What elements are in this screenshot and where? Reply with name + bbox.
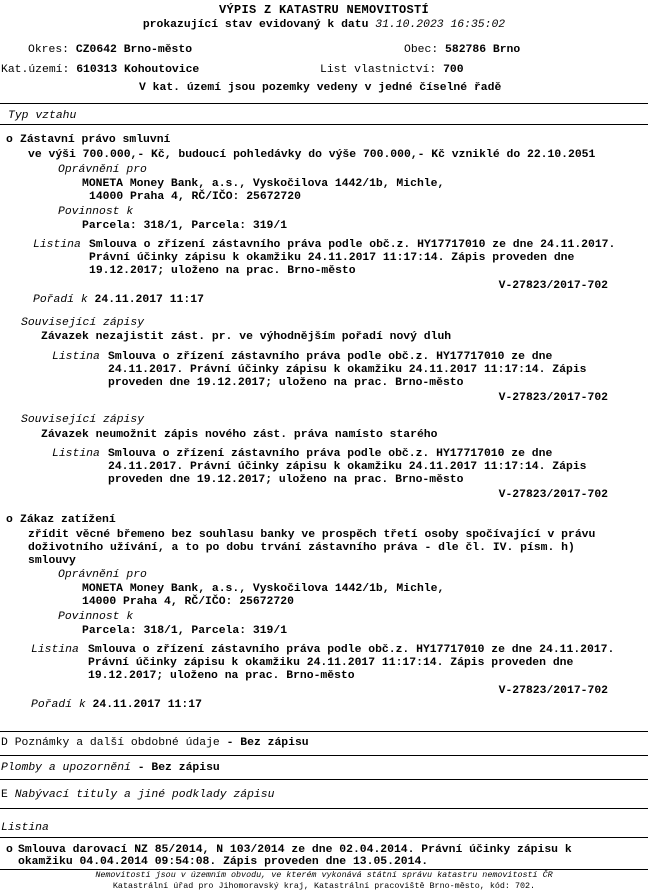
listina-line: okamžiku 04.04.2014 09:54:08. Zápis proveden dne 13.05.2014. [18,856,429,868]
bullet-icon: o [6,134,13,146]
bullet-icon: o [6,514,13,526]
divider [0,755,648,756]
reference-number: V-27823/2017-702 [498,489,608,501]
poradi-row [33,294,204,307]
document-subtitle [0,19,648,32]
opravneni-line: 14000 Praha 4, RČ/IČO: 25672720 [82,596,294,608]
entry-title: Zástavní právo smluvní [20,134,171,146]
lv-label: List vlastnictví: [320,64,437,76]
listina-line: 19.12.2017; uloženo na prac. Brno-město [88,670,355,682]
okres-value: CZ0642 Brno-město [75,44,193,56]
bullet-icon: o [6,844,13,856]
reference-number: V-27823/2017-702 [498,392,608,404]
divider [0,103,648,104]
section-letter: E [1,789,8,801]
listina-line: proveden dne 19.12.2017; uloženo na prac. Brno-město [108,474,464,486]
related-title: Závazek nezajistit zást. pr. ve výhodnějším pořadí nový dluh [41,331,452,343]
poradi-value: 24.11.2017 11:17 [92,699,202,711]
section-label: Nabývací tituly a jiné podklady zápisu [14,789,275,801]
entry-description: ve výši 700.000,- Kč, budoucí pohledávky do výše 700.000,- Kč vzniklé do 22.10.2051 [28,149,596,161]
opravneni-line: MONETA Money Bank, a.s., Vyskočilova 1442/1b, Michle, [82,178,445,190]
listina-label: Listina [52,351,100,363]
listina-line: Smlouva darovací NZ 85/2014, N 103/2014 ze dne 02.04.2014. Právní účinky zápisu k [18,844,572,856]
poradi-label: Pořadí k [33,294,88,306]
okres-label: Okres: [28,44,70,56]
cadastre-note: V kat. území jsou pozemky vedeny v jedné číselné řadě [139,82,502,94]
plomby-header [1,762,220,775]
section-e-header [1,789,274,802]
poradi-value: 24.11.2017 11:17 [94,294,204,306]
listina-line: proveden dne 19.12.2017; uloženo na prac. Brno-město [108,377,464,389]
obec-label: Obec: [404,44,439,56]
listina-label: Listina [1,822,49,834]
listina-line: 24.11.2017. Právní účinky zápisu k okamžiku 24.11.2017 11:17:14. Zápis [108,461,587,473]
listina-line: Smlouva o zřízení zástavního práva podle obč.z. HY17717010 ze dne 24.11.2017. [88,644,615,656]
povinnost-value: Parcela: 318/1, Parcela: 319/1 [82,625,288,637]
listina-line: 24.11.2017. Právní účinky zápisu k okamžiku 24.11.2017 11:17:14. Zápis [108,364,587,376]
okres-row [28,44,192,57]
listina-line: Právní účinky zápisu k okamžiku 24.11.2017 11:17:14. Zápis proveden dne [88,657,574,669]
katuzemi-label: Kat.území: [1,64,70,76]
section-d-header [1,737,309,750]
entry-description: doživotního užívání, a to po dobu trvání zástavního práva - dle čl. IV. písm. h) [28,542,575,554]
divider [0,808,648,809]
divider [0,779,648,780]
povinnost-label: Povinnost k [58,206,134,218]
katuzemi-row [1,64,199,77]
listina-line: Smlouva o zřízení zástavního práva podle obč.z. HY17717010 ze dne [108,351,553,363]
poradi-label: Pořadí k [31,699,86,711]
plomby-label: Plomby a upozornění [1,762,131,774]
reference-number: V-27823/2017-702 [498,685,608,697]
obec-value: 582786 Brno [445,44,521,56]
related-label: Související zápisy [21,317,145,329]
divider [0,837,648,838]
povinnost-label: Povinnost k [58,611,134,623]
entry-description: smlouvy [28,555,76,567]
katuzemi-value: 610313 Kohoutovice [76,64,200,76]
section-header: Typ vztahu [8,110,77,122]
section-value: - Bez zápisu [226,737,309,749]
listina-label: Listina [33,239,81,251]
listina-line: Smlouva o zřízení zástavního práva podle obč.z. HY17717010 ze dne 24.11.2017. [89,239,616,251]
divider [0,731,648,732]
listina-line: Smlouva o zřízení zástavního práva podle obč.z. HY17717010 ze dne [108,448,553,460]
opravneni-label: Oprávnění pro [58,164,147,176]
document-title: VÝPIS Z KATASTRU NEMOVITOSTÍ [218,3,430,17]
povinnost-value: Parcela: 318/1, Parcela: 319/1 [82,220,288,232]
opravneni-line: MONETA Money Bank, a.s., Vyskočilova 1442/1b, Michle, [82,583,445,595]
footer-line [0,870,648,880]
plomby-value: - Bez zápisu [137,762,220,774]
opravneni-line: 14000 Praha 4, RČ/IČO: 25672720 [89,191,301,203]
obec-row [404,44,520,57]
subtitle-text: prokazující stav evidovaný k datu [142,19,369,31]
opravneni-label: Oprávnění pro [58,569,147,581]
lv-value: 700 [443,64,464,76]
listina-line: Právní účinky zápisu k okamžiku 24.11.2017 11:17:14. Zápis proveden dne [89,252,575,264]
reference-number: V-27823/2017-702 [498,280,608,292]
entry-title: Zákaz zatížení [20,514,116,526]
listina-label: Listina [52,448,100,460]
section-label: Poznámky a další obdobné údaje [14,737,220,749]
section-letter: D [1,737,8,749]
related-title: Závazek neumožnit zápis nového zást. práva namísto starého [41,429,438,441]
listina-label: Listina [31,644,79,656]
entry-description: zřídit věcné břemeno bez souhlasu banky ve prospěch třetí osoby spočívající v právu [28,529,596,541]
footer-text: Nemovitosti jsou v územním obvodu, ve kterém vykonává státní správu katastru nemovitostí ČR [95,870,553,880]
poradi-row [31,699,202,712]
related-label: Související zápisy [21,414,145,426]
footer-line: Katastrální úřad pro Jihomoravský kraj, Katastrální pracoviště Brno-město, kód: 702. [112,881,536,891]
listina-line: 19.12.2017; uloženo na prac. Brno-město [89,265,356,277]
record-date: 31.10.2023 16:35:02 [375,19,506,31]
divider [0,124,648,125]
lv-row [320,64,464,77]
